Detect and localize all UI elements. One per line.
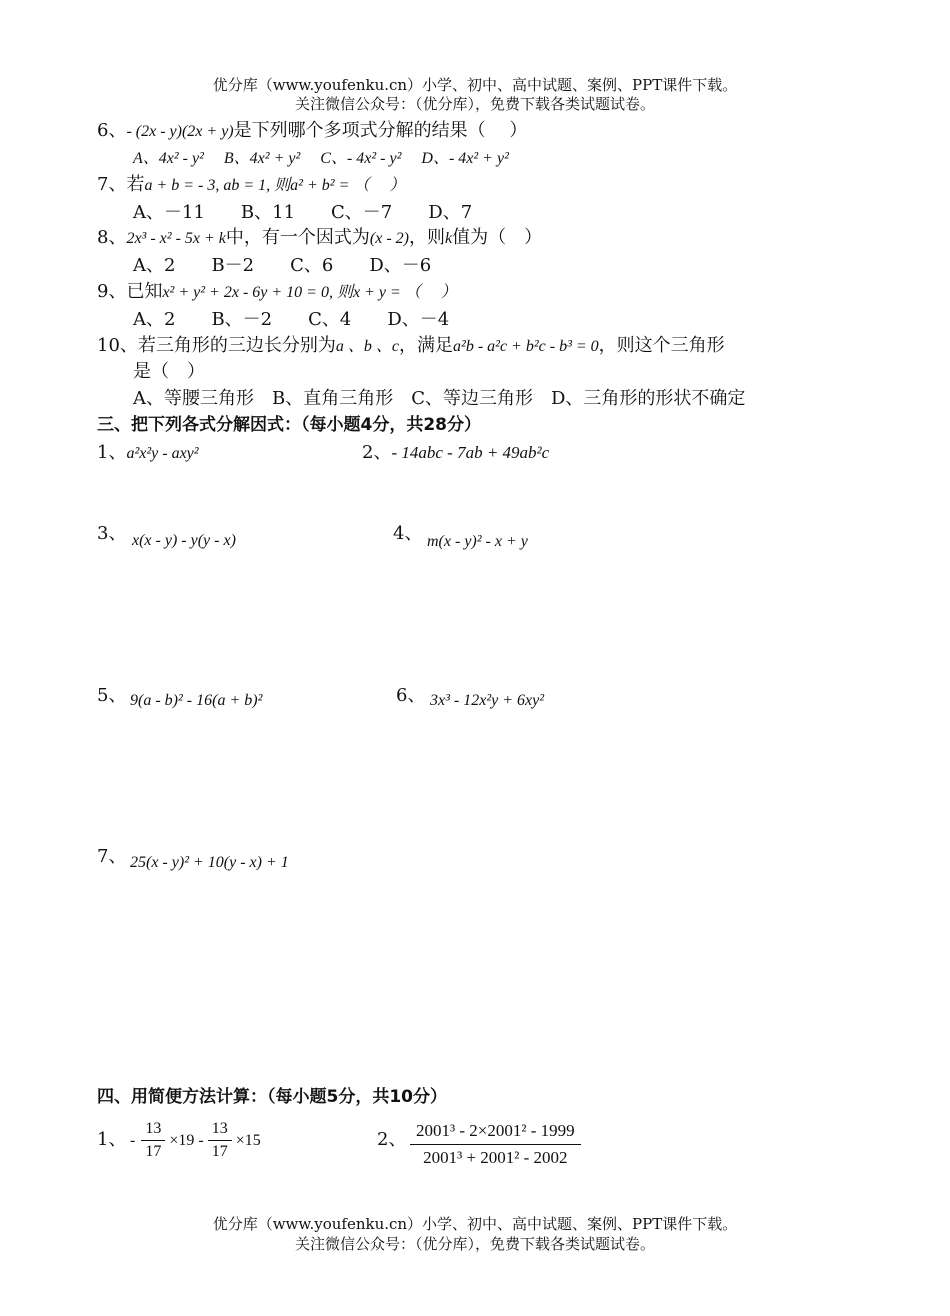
factor-item-1: 1、a²x²y - axy² (97, 442, 199, 463)
header-line-1: 优分库（www.youfenku.cn）小学、初中、高中试题、案例、PPT课件下载。 (212, 76, 738, 94)
question-8-options: A、2 B－2 C、6 D、－6 (133, 255, 432, 276)
factor-item-2: 2、- 14abc - 7ab + 49ab²c (362, 442, 550, 463)
question-10: 10、若三角形的三边长分别为a 、b 、c，满足a²b - a²c + b²c - b³ = 0，则这个三角形 (97, 335, 725, 356)
calc-item-1-expr: - $\frac{13}{17}$ ×19 - $\frac{13}{17}$ ×15 (130, 1120, 261, 1160)
question-9-options: A、2 B、－2 C、4 D、－4 (133, 309, 450, 330)
factor-item-7-label: 7、 (97, 846, 127, 867)
footer-line-2: 关注微信公众号：（优分库），免费下载各类试题试卷。 (294, 1235, 655, 1253)
question-6-options: A、4x² - y² B、4x² + y² C、- 4x² - y² D、- 4x² + y² (133, 150, 509, 167)
factor-item-7-expr: 25(x - y)² + 10(y - x) + 1 (130, 854, 289, 871)
footer-line-1: 优分库（www.youfenku.cn）小学、初中、高中试题、案例、PPT课件下载。 (212, 1215, 738, 1233)
factor-item-6-expr: 3x³ - 12x²y + 6xy² (430, 692, 545, 709)
question-10-line-2: 是（ ） (133, 361, 205, 382)
section-3-title: 三、把下列各式分解因式：（每小题4分，共28分） (97, 415, 481, 435)
calc-item-2-fraction: $\frac{\text{2001³ - 2×2001² - 1999}}{\text{2001³ + 2001² - 2002}}$ (410, 1121, 581, 1168)
factor-item-6-label: 6、 (396, 685, 426, 706)
factor-item-3-expr: x(x - y) - y(y - x) (132, 532, 236, 549)
factor-item-4-label: 4、 (393, 523, 423, 544)
question-6: 6、- (2x - y)(2x + y)是下列哪个多项式分解的结果（ ） (97, 120, 528, 141)
question-8: 8、2x³ - x² - 5x + k中，有一个因式为(x - 2)，则k值为（ ） (97, 227, 543, 248)
question-7: 7、若a + b = - 3, ab = 1, 则a² + b² = （ ） (97, 174, 406, 195)
section-4-title: 四、用简便方法计算：（每小题5分，共10分） (97, 1087, 447, 1107)
fraction-13-17-b: $\frac{13}{17}$ (208, 1120, 232, 1161)
factor-item-4-expr: m(x - y)² - x + y (427, 533, 528, 550)
factor-item-5-expr: 9(a - b)² - 16(a + b)² (130, 692, 263, 709)
calc-item-2-label: 2、 (377, 1129, 407, 1150)
question-9: 9、已知x² + y² + 2x - 6y + 10 = 0, 则x + y = （ ） (97, 281, 457, 302)
calc-item-1: 1、 (97, 1129, 127, 1150)
calc-item-2-expr (410, 1121, 581, 1168)
header-line-2: 关注微信公众号：（优分库），免费下载各类试题试卷。 (294, 95, 655, 113)
question-7-options: A、－11 B、11 C、－7 D、7 (133, 202, 473, 223)
factor-item-3-label: 3、 (97, 523, 127, 544)
question-10-options: A、等腰三角形 B、直角三角形 C、等边三角形 D、三角形的形状不确定 (133, 388, 746, 409)
fraction-13-17-a: $\frac{13}{17}$ (141, 1120, 165, 1161)
factor-item-5-label: 5、 (97, 685, 127, 706)
